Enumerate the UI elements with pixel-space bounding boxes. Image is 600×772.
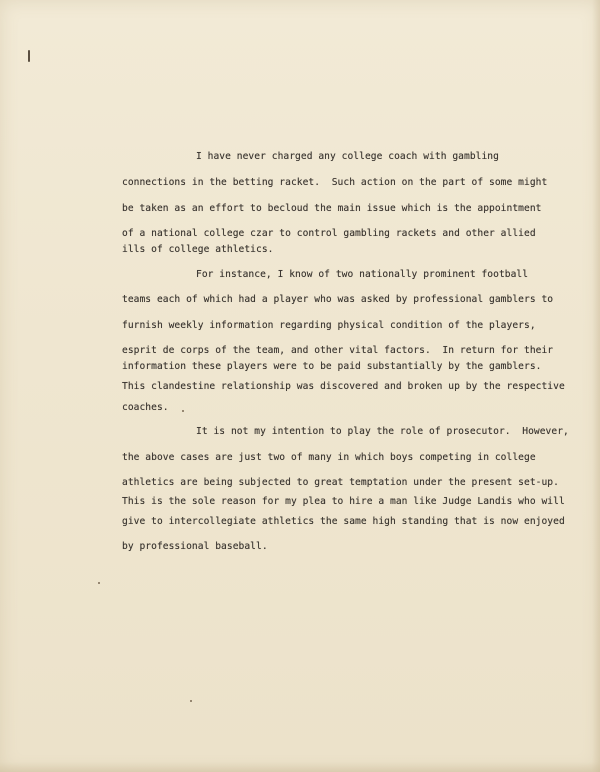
text-line: give to intercollegiate athletics the same high standing that is now enjoyed — [122, 516, 565, 527]
text-line: ills of college athletics. — [122, 244, 274, 255]
text-line: connections in the betting racket. Such action on the part of some might — [122, 177, 548, 188]
text-line: esprit de corps of the team, and other vital factors. In return for their — [122, 345, 554, 356]
text-line: teams each of which had a player who was asked by professional gamblers to — [122, 294, 554, 305]
text-line: coaches. — [122, 402, 169, 413]
text-line: It is not my intention to play the role of prosecutor. However, — [196, 426, 569, 437]
text-line: athletics are being subjected to great temptation under the present set-up. — [122, 477, 559, 488]
text-line: furnish weekly information regarding physical condition of the players, — [122, 320, 536, 331]
text-line: of a national college czar to control gambling rackets and other allied — [122, 228, 536, 239]
text-line: be taken as an effort to becloud the main issue which is the appointment — [122, 203, 542, 214]
text-line: I have never charged any college coach with gambling — [196, 151, 499, 162]
text-line: For instance, I know of two nationally prominent football — [196, 269, 529, 280]
text-line: information these players were to be paid substantially by the gamblers. — [122, 361, 542, 372]
text-line: the above cases are just two of many in which boys competing in college — [122, 452, 536, 463]
text-line: This clandestine relationship was discovered and broken up by the respective — [122, 381, 565, 392]
text-line: by professional baseball. — [122, 541, 268, 552]
text-line: This is the sole reason for my plea to hire a man like Judge Landis who will — [122, 496, 565, 507]
